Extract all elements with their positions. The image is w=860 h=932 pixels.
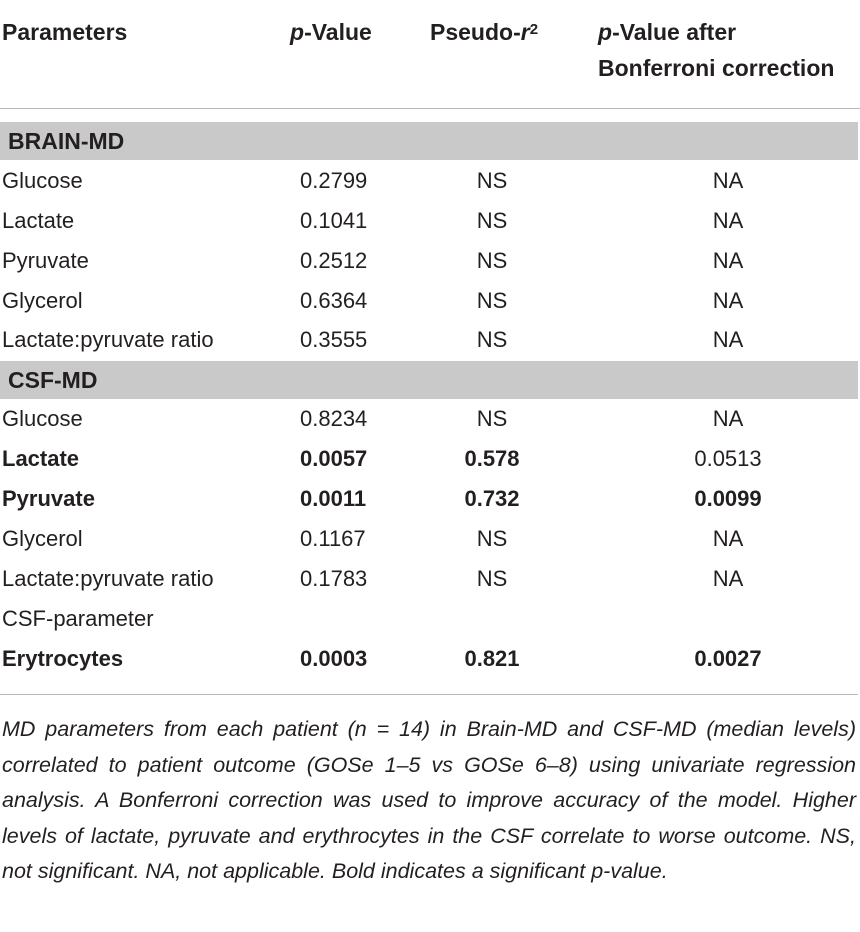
cell-pseudo-r2: 0.732 [464, 486, 520, 511]
cell-parameter: Lactate:pyruvate ratio [2, 566, 214, 591]
cell-p-bonferroni: 0.0099 [694, 486, 762, 511]
cell-p-bonferroni: 0.0027 [694, 646, 762, 671]
cell-pseudo-r2: NS [476, 526, 508, 551]
table-bottom-rule [0, 694, 858, 695]
table-row [0, 399, 860, 439]
cell-parameter: Lactate [2, 208, 75, 233]
cell-p-value: 0.1783 [300, 566, 368, 591]
cell-p-value: 0.1041 [300, 208, 368, 233]
cell-pseudo-r2: NS [476, 327, 508, 352]
cell-pseudo-r2: 0.821 [464, 646, 520, 671]
cell-parameter: Glycerol [2, 288, 83, 313]
header-parameters: Parameters [2, 19, 128, 45]
cell-parameter: Pyruvate [2, 248, 89, 273]
cell-pseudo-r2: NS [476, 168, 508, 193]
cell-pseudo-r2: NS [476, 288, 508, 313]
section-title-csf-md: CSF-MD [0, 361, 858, 399]
table-row [0, 201, 860, 241]
table-row [0, 320, 860, 360]
cell-parameter: Erytrocytes [2, 646, 124, 671]
table-row [0, 439, 860, 479]
cell-parameter: Lactate [2, 446, 80, 471]
cell-p-bonferroni: NA [712, 566, 744, 591]
cell-p-value: 0.2512 [300, 248, 368, 273]
cell-parameter: Pyruvate [2, 486, 95, 511]
table-row [0, 599, 860, 639]
cell-p-value: 0.8234 [300, 406, 368, 431]
table-row [0, 161, 860, 201]
cell-pseudo-r2: NS [476, 566, 508, 591]
header-p-value-bonferroni: p-Value after Bonferroni correction [598, 19, 835, 81]
cell-pseudo-r2: 0.578 [464, 446, 520, 471]
cell-pseudo-r2: NS [476, 248, 508, 273]
cell-p-bonferroni: NA [712, 526, 744, 551]
cell-p-bonferroni: NA [712, 248, 744, 273]
cell-p-bonferroni: NA [712, 168, 744, 193]
section-title-brain-md: BRAIN-MD [0, 122, 858, 160]
cell-p-bonferroni: NA [712, 406, 744, 431]
header-pseudo-r2: Pseudo-$r^2$ [430, 19, 539, 45]
cell-p-value: 0.3555 [300, 327, 368, 352]
cell-parameter: Glycerol [2, 526, 83, 551]
cell-p-value: 0.0011 [300, 486, 367, 511]
cell-p-bonferroni: NA [712, 208, 744, 233]
table-row [0, 519, 860, 559]
cell-p-bonferroni: 0.0513 [694, 446, 762, 471]
cell-p-bonferroni: NA [712, 288, 744, 313]
table-row [0, 479, 860, 519]
table-row [0, 559, 860, 599]
header-p-value: p-Value [290, 19, 372, 45]
cell-p-bonferroni: NA [712, 327, 744, 352]
cell-parameter: Lactate:pyruvate ratio [2, 327, 214, 352]
cell-pseudo-r2: NS [476, 406, 508, 431]
cell-parameter: Glucose [2, 168, 83, 193]
table-footnote: MD parameters from each patient (n = 14) in Brain-MD and CSF-MD (median levels) correlated to patient outcome (GOSe 1–5 vs GOSe 6–8) using univariate regression analysis. A Bonferroni correction was used to improve accuracy of the model. Higher levels of lactate, pyruvate and erythrocytes in the CSF correlate to worse outcome. NS, not significant. NA, not applicable. Bold indicates a significant p-value. [2, 717, 856, 883]
cell-parameter: Glucose [2, 406, 83, 431]
cell-p-value: 0.0003 [300, 646, 368, 671]
cell-p-value: 0.2799 [300, 168, 368, 193]
cell-p-value: 0.6364 [300, 288, 368, 313]
table-row [0, 241, 860, 281]
table-row [0, 639, 860, 679]
cell-parameter: CSF-parameter [2, 606, 154, 631]
cell-p-value: 0.0057 [300, 446, 368, 471]
cell-pseudo-r2: NS [476, 208, 508, 233]
table-header [0, 0, 860, 109]
cell-p-value: 0.1167 [300, 526, 366, 551]
table-row [0, 281, 860, 321]
